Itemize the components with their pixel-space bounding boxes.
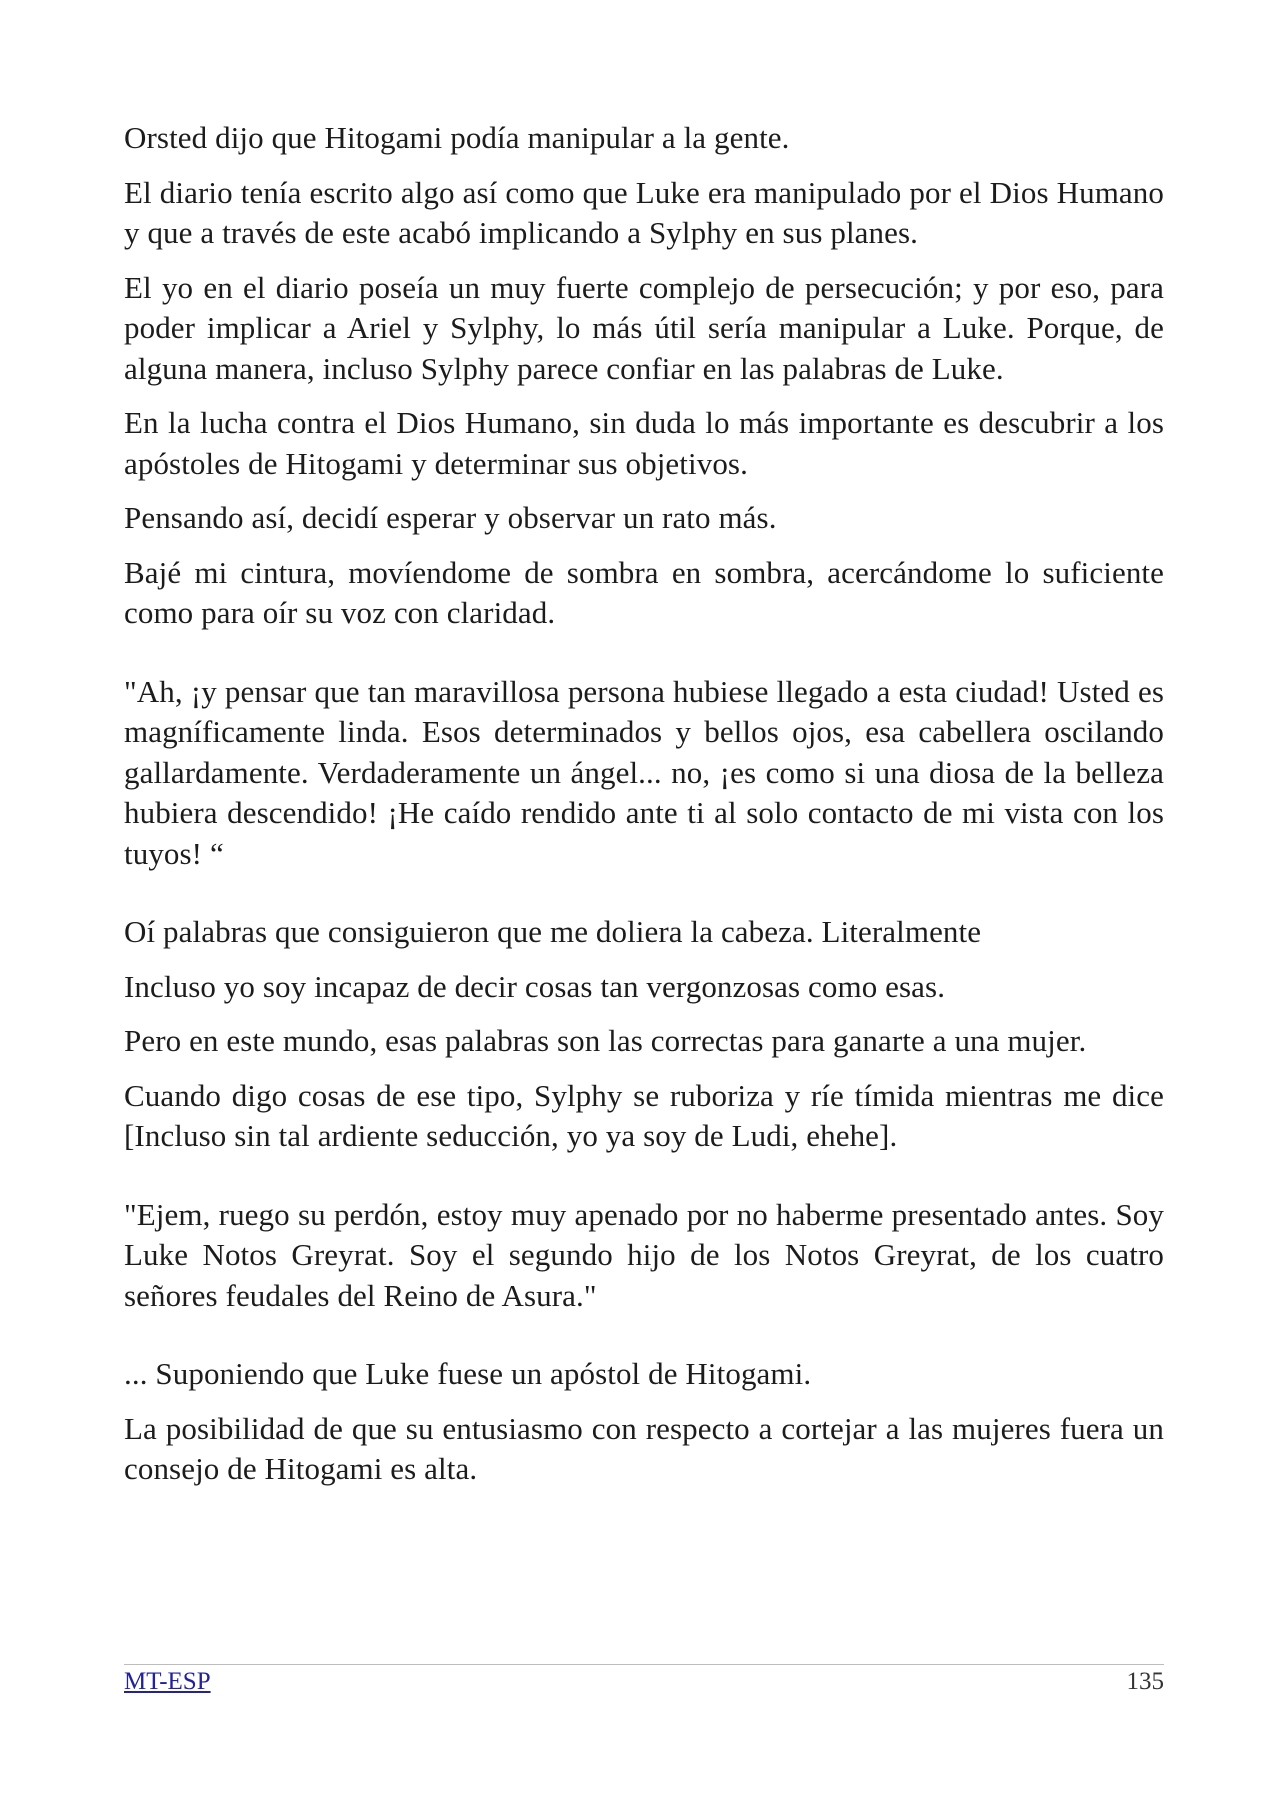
- paragraph: En la lucha contra el Dios Humano, sin duda lo más importante es descubrir a los apóstoles de Hitogami y determinar sus objetivos.: [124, 405, 1164, 481]
- dialogue-paragraph: "Ejem, ruego su perdón, estoy muy apenado por no haberme presentado antes. Soy Luke Notos Greyrat. Soy el segundo hijo de los Notos Greyrat, de los cuatro señores feudales del Reino de Asura.": [124, 1196, 1164, 1313]
- paragraph: La posibilidad de que su entusiasmo con respecto a cortejar a las mujeres fuera un consejo de Hitogami es alta.: [124, 1410, 1164, 1486]
- page-number: 135: [1126, 1668, 1164, 1695]
- paragraph: Pero en este mundo, esas palabras son las correctas para ganarte a una mujer.: [124, 1023, 1087, 1058]
- paragraph: Pensando así, decidí esperar y observar un rato más.: [124, 500, 777, 535]
- paragraph: El yo en el diario poseía un muy fuerte complejo de persecución; y por eso, para poder implicar a Ariel y Sylphy, lo más útil sería manipular a Luke. Porque, de alguna manera, incluso Sylphy parece confiar en las palabras de Luke.: [124, 269, 1164, 386]
- paragraph: ... Suponiendo que Luke fuese un apóstol de Hitogami.: [124, 1356, 812, 1391]
- page-footer: [124, 1664, 1164, 1697]
- paragraph: El diario tenía escrito algo así como que Luke era manipulado por el Dios Humano y que a través de este acabó implicando a Sylphy en sus planes.: [124, 174, 1164, 250]
- paragraph: Bajé mi cintura, movíendome de sombra en sombra, acercándome lo suficiente como para oír su voz con claridad.: [124, 554, 1164, 630]
- paragraph: Orsted dijo que Hitogami podía manipular a la gente.: [124, 120, 790, 155]
- paragraph: Oí palabras que consiguieron que me doliera la cabeza. Literalmente: [124, 914, 982, 949]
- page-body: [124, 118, 1164, 1504]
- paragraph: Cuando digo cosas de ese tipo, Sylphy se ruboriza y ríe tímida mientras me dice [Incluso sin tal ardiente seducción, yo ya soy de Ludi, ehehe].: [124, 1077, 1164, 1153]
- paragraph: Incluso yo soy incapaz de decir cosas tan vergonzosas como esas.: [124, 968, 946, 1004]
- dialogue-paragraph: "Ah, ¡y pensar que tan maravillosa persona hubiese llegado a esta ciudad! Usted es magníficamente linda. Esos determinados y bellos ojos, esa cabellera oscilando gallardamente. Verdaderamente un ángel... no, ¡es como si una diosa de la belleza hubiera descendido! ¡He caído rendido ante ti al solo contacto de mi vista con los tuyos! “: [124, 673, 1164, 871]
- footer-link[interactable]: MT-ESP: [124, 1668, 211, 1695]
